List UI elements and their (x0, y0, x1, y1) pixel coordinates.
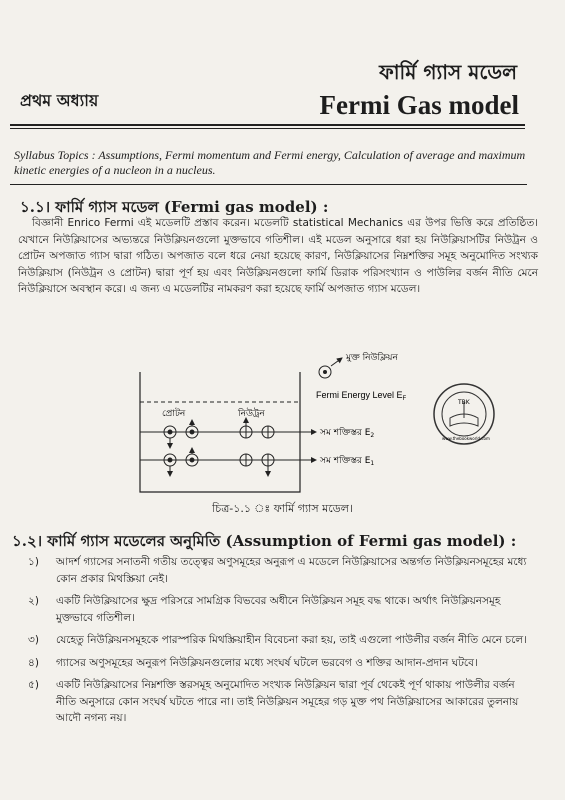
level-1-label: সম শক্তিস্তর E (320, 456, 371, 466)
list-item (28, 632, 538, 649)
section-1-body (18, 215, 538, 298)
list-number: ২) (28, 595, 39, 607)
syllabus-topics: Syllabus Topics : Assumptions, Fermi momentum and Fermi energy, Calculation of average and maximum kinetic energies of a nucleon in a nucleus. (14, 148, 526, 177)
proton-label: প্রোটন (162, 409, 186, 419)
publisher-seal-icon (432, 382, 496, 446)
section-1-heading: ১.১। ফার্মি গ্যাস মডেল (Fermi gas model) : (20, 198, 329, 216)
seal-text: TBK (458, 399, 470, 406)
list-text: আদর্শ গ্যাসের সনাতনী গতীয় তত্ত্বের অণুসমূহের অনুরূপ এ মডেলে নিউক্লিয়াসের অন্তর্গত নিউক্লিয়নসমূহের মধ্যে কোন প্রকার মিথস্ক্রিয়া নেই। (56, 556, 527, 585)
list-number: ১) (28, 556, 39, 568)
list-number: ৫) (28, 679, 39, 691)
header-divider (10, 124, 525, 126)
header-divider-thin (10, 128, 525, 129)
level-2-subscript: 2 (370, 432, 375, 439)
seal-url: www.thebookworld.com (442, 436, 490, 441)
fermi-subscript: F (402, 396, 407, 402)
syllabus-divider (10, 184, 527, 185)
fermi-level-label: Fermi Energy Level E (316, 390, 403, 400)
assumption-list (28, 554, 538, 733)
list-item (28, 593, 538, 626)
list-item (28, 554, 538, 587)
list-text: একটি নিউক্লিয়াসের ক্ষুদ্র পরিসরে সামগ্রিক বিভবের অধীনে নিউক্লিয়ন সমূহ বদ্ধ থাকে। অর্থাৎ নিউক্লিয়নসমূহ মুক্তভাবে গতিশীল। (56, 595, 501, 624)
level-1-subscript: 1 (370, 460, 375, 467)
free-nucleon-label: মুক্ত নিউক্লিয়ন (346, 353, 398, 363)
list-text: একটি নিউক্লিয়াসের নিম্নশক্তি স্তরসমূহ অনুমোদিত সংখ্যক নিউক্লিয়ন দ্বারা পূর্ব থেকেই পূর্ণ থাকায় পাউলীর বর্জন নীতি অনুসারে কোন সংঘর্ষ ঘটতে পারে না। তাই নিউক্লিয়ন সমূহের গড় মুক্ত পথ নিউক্লিয়াসের আকারের তুলনায় আদৌ নগন্য নয়। (56, 679, 519, 724)
list-number: ৩) (28, 634, 39, 646)
figure-caption: চিত্র-১.১ ঃ ফার্মি গ্যাস মডেল। (212, 502, 353, 515)
chapter-title-bengali: ফার্মি গ্যাস মডেল (379, 60, 517, 84)
svg-text:সম শক্তিস্তর E2 (319, 427, 374, 439)
neutron-label: নিউট্রন (238, 409, 265, 419)
svg-text:Fermi Energy Level EF (316, 390, 407, 402)
list-number: ৪) (28, 656, 39, 669)
list-item (28, 677, 538, 727)
svg-text:সম শক্তিস্তর E1 (319, 455, 374, 467)
list-text: গ্যাসের অণুসমূহের অনুরূপ নিউক্লিয়নগুলোর মধ্যে সংঘর্ষ ঘটলে ভরবেগ ও শক্তির আদান-প্রদান ঘটবে। (56, 656, 478, 669)
chapter-label: প্রথম অধ্যায় (20, 91, 99, 110)
section-1-paragraph: বিজ্ঞানী Enrico Fermi এই মডেলটি প্রস্তাব করেন। মডেলটি statistical Mechanics এর উপর ভিত্তি করে প্রতিষ্ঠিত। যেখানে নিউক্লিয়াসের অভ্যন্তরে নিউক্লিয়নগুলো মুক্তভাবে গতিশীল। এই মডেল অনুসারে ধরা হয় নিউক্লিয়াসটির নিউট্রন ও প্রোটন অপজাত গ্যাস দ্বারা গঠিত। অপজাত বলে ধরে নেয়া হয়েছে কারণ, নিউক্লিয়াসের নিম্নশক্তির সমূহ অনুমোদিত সংখ্যক নিউক্লিয়াস (নিউট্রন ও প্রোটন) দ্বারা পূর্ণ হয় এবং নিউক্লিয়নগুলো ফার্মি ডিরাক পরিসংখ্যান ও পাউলির বর্জন নীতি মেনে নিউক্লিয়াসে অবস্থান করে। এ জন্য এ মডেলটির নামকরণ করা হয়েছে ফার্মি অপজাত গ্যাস মডেল। (18, 217, 538, 295)
chapter-title-english: Fermi Gas model (319, 90, 519, 120)
list-text: যেহেতু নিউক্লিয়নসমূহকে পারস্পরিক মিথস্ক্রিয়াহীন বিবেচনা করা হয়, তাই এগুলো পাউলীর বর্জন নীতি মেনে চলে। (56, 634, 527, 646)
section-2-heading: ১.২। ফার্মি গ্যাস মডেলের অনুমিতি (Assumption of Fermi gas model) : (12, 532, 517, 550)
fermi-gas-diagram (120, 352, 470, 502)
list-item (28, 655, 538, 672)
level-2-label: সম শক্তিস্তর E (320, 428, 371, 438)
